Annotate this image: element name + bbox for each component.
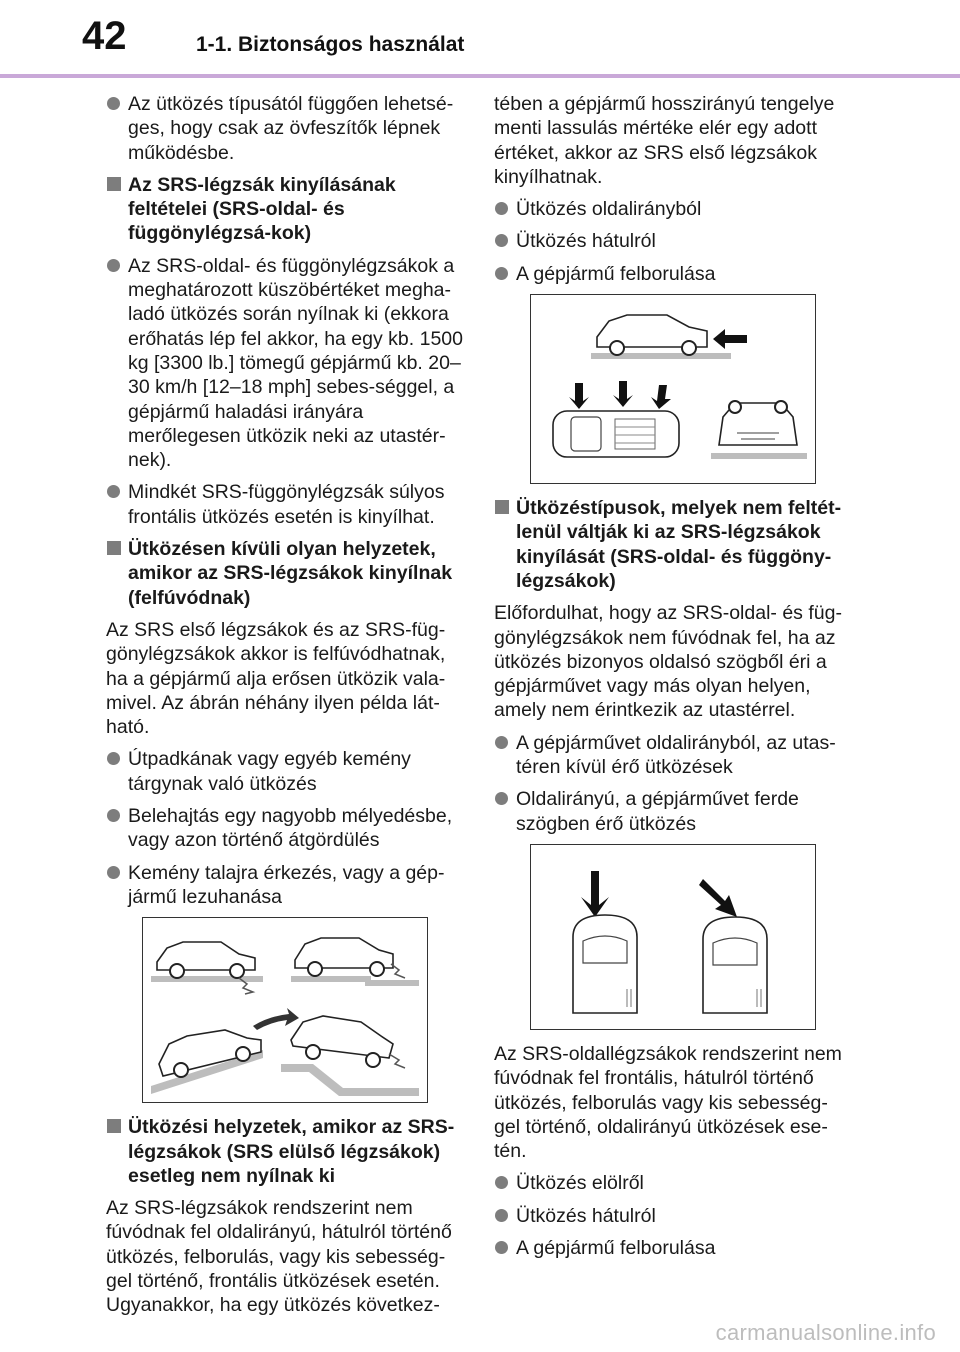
car-rollover-icon <box>711 401 807 459</box>
car-slope-icon <box>151 1008 299 1094</box>
side-rear-rollover-illustration <box>531 295 815 483</box>
car-landing-icon <box>281 1016 419 1096</box>
square-bullet-icon <box>495 500 509 514</box>
right-column <box>494 92 852 1268</box>
car-curb-icon <box>151 942 263 994</box>
bullet-dot-icon <box>495 1209 508 1222</box>
square-bullet-icon <box>107 177 121 191</box>
car-step-icon <box>291 938 419 986</box>
bullet-dot-icon <box>495 736 508 749</box>
list-item: A gépjármű felborulása <box>494 262 852 286</box>
list-item: Útpadkának vagy egyéb kemény tárgynak való ütközés <box>106 747 464 796</box>
subheading: Ütközési helyzetek, amikor az SRS-légzsákok (SRS elülső légzsákok) esetleg nem nyílnak ki <box>106 1115 464 1188</box>
list-item: Az ütközés típusától függően lehetsé-ges, hogy csak az övfeszítők lépnek működésbe. <box>106 92 464 165</box>
header-rule <box>0 74 960 78</box>
list-item: A gépjárművet oldalirányból, az utas-téren kívül érő ütközések <box>494 731 852 780</box>
page-number: 42 <box>82 14 127 58</box>
paragraph: Az SRS-oldallégzsákok rendszerint nem fúvódnak fel frontális, hátulról történő ütközés, felborulás vagy kis sebesség-gel történő, oldalirányú ütközések ese-tén. <box>494 1042 842 1163</box>
left-column <box>106 92 464 1326</box>
subheading: Ütközésen kívüli olyan helyzetek, amikor az SRS-légzsákok kinyílnak (felfúvódnak) <box>106 537 464 610</box>
list-item: Ütközés oldalirányból <box>494 197 852 221</box>
figure-undercarriage-impacts <box>142 917 428 1103</box>
bullet-dot-icon <box>107 485 120 498</box>
bullet-dot-icon <box>107 752 120 765</box>
bullet-dot-icon <box>107 259 120 272</box>
bullet-dot-icon <box>495 234 508 247</box>
list-item: Ütközés hátulról <box>494 1204 852 1228</box>
list-item: Az SRS-oldal- és függönylégzsákok a meghatározott küszöbértéket megha-ladó ütközés során nyílnak ki (ekkora erőhatás lép fel akkor, ha egy kb. 1500 kg [3300 lb.] tömegű gépjármű kb. 20–30 km/h [12–18 mph] sebes-séggel, a gépjármű haladási irányára merőlegesen ütközik neki az utastér-nek). <box>106 254 464 473</box>
square-bullet-icon <box>107 1119 121 1133</box>
list-item: Ütközés elölről <box>494 1171 852 1195</box>
paragraph: Előfordulhat, hogy az SRS-oldal- és füg-gönylégzsákok nem fúvódnak fel, ha az ütközés bizonyos oldalsó szögből éri a gépjárművet vagy más olyan helyen, amely nem érintkezik az utastérrel. <box>494 602 842 722</box>
subheading: Az SRS-légzsák kinyílásának feltételei (SRS-oldal- és függönylégzsá-kok) <box>106 173 464 246</box>
bullet-dot-icon <box>107 97 120 110</box>
paragraph: Az SRS-légzsákok rendszerint nem fúvódnak fel oldalirányú, hátulról történő ütközés, felborulás, vagy kis sebesség-gel történő, frontális ütközések esetén. Ugyanakkor, ha egy ütközés következ- <box>106 1197 452 1317</box>
page-header <box>0 0 960 78</box>
list-item: Mindkét SRS-függönylégzsák súlyos frontális ütközés esetén is kinyílhat. <box>106 480 464 529</box>
figure-angled-impacts <box>530 844 816 1030</box>
bullet-dot-icon <box>495 267 508 280</box>
bullet-dot-icon <box>495 1176 508 1189</box>
bullet-dot-icon <box>107 809 120 822</box>
subheading: Ütközéstípusok, melyek nem feltét-lenül váltják ki az SRS-légzsákok kinyílását (SRS-oldal- és függöny-légzsákok) <box>494 496 852 593</box>
figure-side-rear-rollover <box>530 294 816 484</box>
car-oblique-impact-icon <box>699 879 767 1013</box>
car-rear-impact-icon <box>591 315 747 359</box>
bullet-dot-icon <box>107 866 120 879</box>
bullet-dot-icon <box>495 1241 508 1254</box>
paragraph: tében a gépjármű hosszirányú tengelye menti lassulás mértéke elér egy adott értéket, akkor az SRS első légzsákok kinyílhatnak. <box>494 93 835 188</box>
bullet-dot-icon <box>495 202 508 215</box>
watermark: carmanualsonline.info <box>715 1320 936 1345</box>
car-front-side-impact-icon <box>573 871 637 1013</box>
section-title: 1-1. Biztonságos használat <box>196 33 465 56</box>
list-item: A gépjármű felborulása <box>494 1236 852 1260</box>
list-item: Ütközés hátulról <box>494 229 852 253</box>
square-bullet-icon <box>107 541 121 555</box>
list-item: Kemény talajra érkezés, vagy a gép-jármű lezuhanása <box>106 861 464 910</box>
paragraph: Az SRS első légzsákok és az SRS-füg-gönylégzsákok akkor is felfúvódhatnak, ha a gépjármű alja erősen ütközik vala-mivel. Az ábrán néhány ilyen példa lát-ható. <box>106 618 446 739</box>
list-item: Belehajtás egy nagyobb mélyedésbe, vagy azon történő átgördülés <box>106 804 464 853</box>
angled-impacts-illustration <box>531 845 815 1029</box>
undercarriage-illustration <box>143 918 427 1102</box>
car-side-impact-topview-icon <box>553 381 679 457</box>
list-item: Oldalirányú, a gépjárművet ferde szögben érő ütközés <box>494 787 852 836</box>
bullet-dot-icon <box>495 792 508 805</box>
